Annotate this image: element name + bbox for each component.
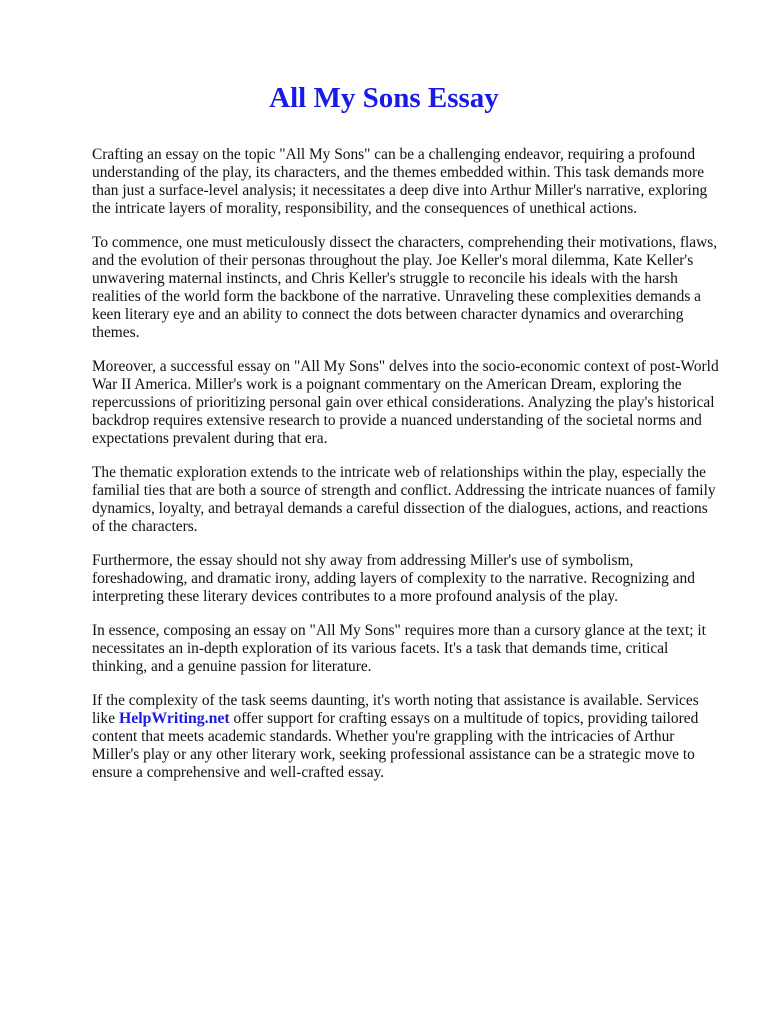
page-title: All My Sons Essay	[269, 82, 499, 114]
essay-paragraph-2: To commence, one must meticulously dissect the characters, comprehending their motivations, flaws, and the evolution of their personas throughout the play. Joe Keller's moral dilemma, Kate Keller's unwavering maternal instincts, and Chris Keller's struggle to reconcile his ideals with the harsh realities of the world form the backbone of the narrative. Unraveling these complexities demands a keen literary eye and an ability to connect the dots between character dynamics and overarching themes.	[92, 234, 718, 341]
essay-paragraph-4: The thematic exploration extends to the intricate web of relationships within the play, especially the familial ties that are both a source of strength and conflict. Addressing the intricate nuances of family dynamics, loyalty, and betrayal demands a careful dissection of the dialogues, actions, and reactions of the characters.	[92, 464, 716, 535]
paragraph-7-text-before-link: If the complexity of the task seems daunting, it's worth noting that assistance is available. Services like	[92, 692, 699, 727]
helpwriting-link[interactable]: HelpWriting.net	[118, 710, 230, 727]
essay-paragraph-7	[92, 692, 724, 782]
essay-paragraph-5: Furthermore, the essay should not shy away from addressing Miller's use of symbolism, foreshadowing, and dramatic irony, adding layers of complexity to the narrative. Recognizing and interpreting these literary devices contributes to a more profound analysis of the play.	[92, 552, 695, 605]
essay-body	[92, 146, 724, 798]
essay-paragraph-6: In essence, composing an essay on "All My Sons" requires more than a cursory glance at the text; it necessitates an in-depth exploration of its various facets. It's a task that demands time, critical thinking, and a genuine passion for literature.	[92, 622, 706, 675]
essay-paragraph-3: Moreover, a successful essay on "All My Sons" delves into the socio-economic context of post-World War II America. Miller's work is a poignant commentary on the American Dream, exploring the repercussions of prioritizing personal gain over ethical considerations. Analyzing the play's historical backdrop requires extensive research to provide a nuanced understanding of the societal norms and expectations prevalent during that era.	[92, 358, 719, 447]
paragraph-7-text-after-link: offer support for crafting essays on a multitude of topics, providing tailored content that meets academic standards. Whether you're grappling with the intricacies of Arthur Miller's play or any other literary work, seeking professional assistance can be a strategic move to ensure a comprehensive and well-crafted essay.	[92, 710, 699, 781]
essay-paragraph-1: Crafting an essay on the topic "All My Sons" can be a challenging endeavor, requiring a profound understanding of the play, its characters, and the themes embedded within. This task demands more than just a surface-level analysis; it necessitates a deep dive into Arthur Miller's narrative, exploring the intricate layers of morality, responsibility, and the consequences of unethical actions.	[92, 146, 708, 217]
